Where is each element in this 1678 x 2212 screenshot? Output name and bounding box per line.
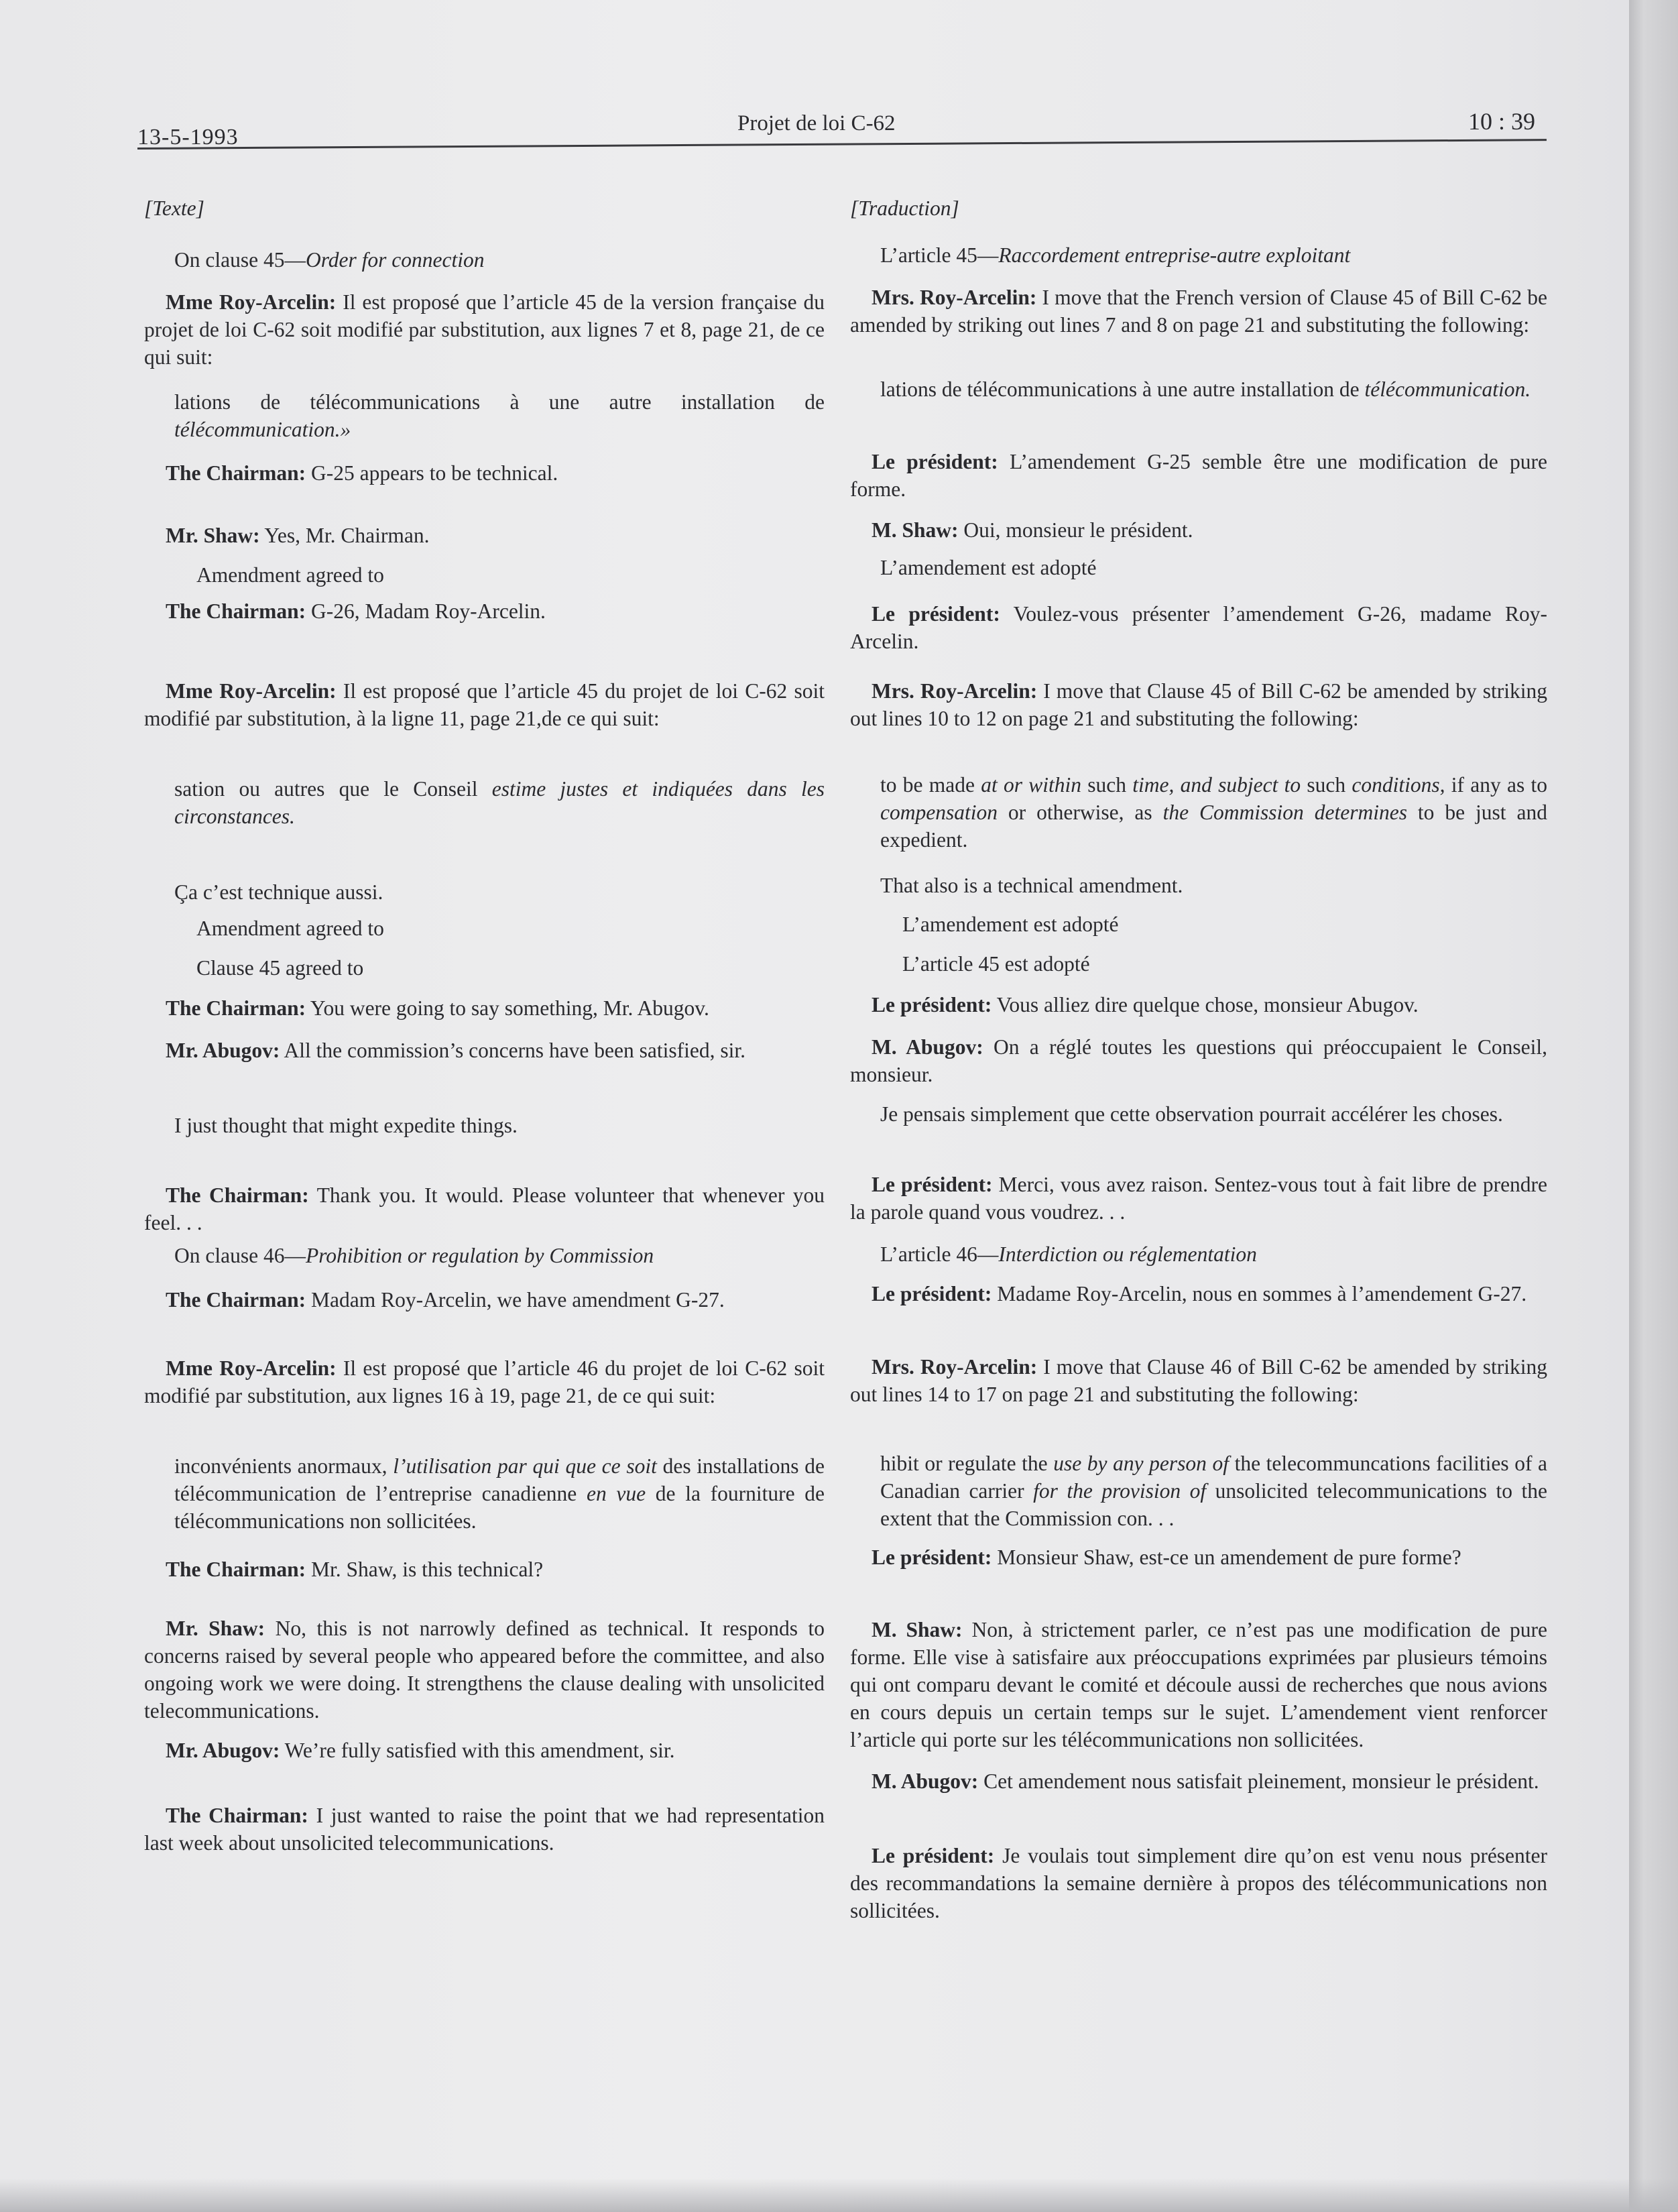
paragraph [144, 1452, 825, 1535]
quoted-text: use by any person of [1053, 1452, 1230, 1475]
paragraph [144, 246, 825, 274]
paragraph [850, 554, 1547, 581]
paragraph [850, 1033, 1547, 1088]
speaker-name: M. Abugov: [872, 1035, 983, 1059]
speech-text: Vous alliez dire quelque chose, monsieur Abugov. [996, 993, 1419, 1016]
speaker-name: Mme Roy-Arcelin: [166, 290, 337, 314]
paragraph [850, 1450, 1547, 1532]
quoted-text: for the provision of [1033, 1479, 1207, 1503]
paragraph [850, 284, 1547, 339]
paragraph [850, 1544, 1547, 1571]
plain-text: I just thought that might expedite things. [174, 1114, 518, 1137]
plain-text: L’amendement est adopté [880, 556, 1097, 579]
quoted-text: the Commission determines [1152, 801, 1418, 824]
paragraph [850, 771, 1547, 854]
paragraph [850, 1171, 1547, 1226]
speech-text: I move that Clause 46 of Bill C-62 be amended by striking out lines 14 to 17 on page 21 and substituting the following: [850, 1355, 1547, 1406]
speech-text: Madame Roy-Arcelin, nous en sommes à l’amendement G-27. [997, 1282, 1527, 1305]
speech-text: L’amendement G-25 semble être une modification de pure forme. [850, 450, 1548, 501]
speaker-name: The Chairman: [166, 996, 306, 1020]
quoted-text: inconvénients anormaux, [174, 1454, 394, 1478]
plain-text: Amendment agreed to [196, 563, 384, 587]
speaker-name: The Chairman: [166, 1183, 309, 1207]
paragraph [850, 950, 1547, 978]
quoted-text: des installations de télécommunication de l’entreprise canadienne [174, 1454, 825, 1505]
clause-title: Order for connection [305, 248, 485, 272]
speaker-name: The Chairman: [166, 1558, 306, 1581]
speaker-name: The Chairman: [166, 1288, 306, 1312]
speech-text: Il est proposé que l’article 46 du projet de loi C-62 soit modifié par substitution, aux lignes 16 à 19, page 21, de ce qui suit: [144, 1356, 825, 1407]
quoted-text-italic: télécommunication. [1364, 377, 1531, 401]
paragraph [144, 388, 825, 443]
paragraph [144, 561, 825, 589]
paragraph [144, 522, 825, 549]
plain-text: Je pensais simplement que cette observation pourrait accélérer les choses. [880, 1102, 1503, 1126]
paragraph [144, 1242, 825, 1269]
paragraph [850, 375, 1547, 403]
paragraph [144, 775, 825, 830]
speech-text: Cet amendement nous satisfait pleinement, monsieur le président. [983, 1769, 1539, 1793]
speaker-name: M. Abugov: [872, 1769, 979, 1793]
quoted-text: such [1307, 773, 1346, 797]
paragraph [850, 448, 1547, 503]
quoted-text: en vue [586, 1482, 646, 1505]
paragraph [144, 1737, 825, 1764]
paragraph [850, 1616, 1547, 1753]
speech-text: Madam Roy-Arcelin, we have amendment G-27. [311, 1288, 725, 1312]
quoted-text: to be made [880, 773, 975, 797]
plain-text: L’amendement est adopté [902, 913, 1119, 936]
quoted-text: de la fourniture de télécommunications non sollicitées. [174, 1482, 825, 1533]
speaker-name: M. Shaw: [872, 518, 959, 542]
speaker-name: Mr. Shaw: [166, 1617, 265, 1640]
quoted-text: at or within [974, 773, 1088, 797]
plain-text: Clause 45 agreed to [196, 956, 364, 980]
speaker-name: Mr. Abugov: [166, 1739, 280, 1762]
speech-text: G-25 appears to be technical. [311, 461, 558, 485]
quoted-text: the telecommuncations facilities of a Canadian carrier [880, 1452, 1547, 1503]
header-title: Projet de loi C-62 [737, 111, 896, 135]
speaker-name: Mrs. Roy-Arcelin: [872, 286, 1037, 309]
speech-text: Il est proposé que l’article 45 du projet de loi C-62 soit modifié par substitution, à la ligne 11, page 21,de ce qui suit: [144, 679, 825, 730]
paragraph [850, 1280, 1547, 1307]
quoted-text: such [1087, 773, 1127, 797]
speech-text: Merci, vous avez raison. Sentez-vous tout à fait libre de prendre la parole quand vous voudrez. . . [850, 1173, 1548, 1224]
speaker-name: Mme Roy-Arcelin: [166, 679, 337, 703]
paragraph [144, 1615, 825, 1725]
speaker-name: Le président: [872, 450, 998, 473]
paragraph [144, 597, 825, 625]
speech-text: Yes, Mr. Chairman. [264, 524, 430, 547]
paragraph [850, 1842, 1547, 1924]
speaker-name: Le président: [872, 1844, 995, 1867]
speaker-name: Le président: [872, 1173, 993, 1196]
paragraph [850, 911, 1547, 938]
speech-text: No, this is not narrowly defined as technical. It responds to concerns raised by several people who appeared before the committee, and also ongoing work we were doing. It strengthens the clause dealing with unsolicited telecommunications. [144, 1617, 825, 1723]
page-edge [1629, 0, 1678, 2212]
paragraph [144, 915, 825, 942]
paragraph [144, 459, 825, 487]
paragraph [850, 1767, 1547, 1795]
speaker-name: Mme Roy-Arcelin: [166, 1356, 337, 1380]
paragraph [144, 1037, 825, 1064]
paragraph [144, 1354, 825, 1409]
speaker-name: Mr. Shaw: [166, 524, 260, 547]
speech-text: On a réglé toutes les questions qui préoccupaient le Conseil, monsieur. [850, 1035, 1547, 1086]
paragraph [144, 1286, 825, 1314]
paragraph [144, 288, 825, 371]
speech-text: I just wanted to raise the point that we had representation last week about unsolicited telecommunications. [144, 1804, 825, 1855]
speaker-name: Le président: [872, 993, 992, 1016]
speech-text: Non, à strictement parler, ce n’est pas une modification de pure forme. Elle vise à satisfaire aux préoccupations exprimées par plusieurs témoins qui ont comparu devant le comité et découle aussi de recherches que nous avions en cours depuis un certain temps sur le sujet. L’amendement vient renforcer l’article qui porte sur les télécommunications non sollicitées. [850, 1618, 1547, 1751]
quoted-text: lations de télécommunications à une autre installation de [174, 390, 825, 414]
speech-text: Il est proposé que l’article 45 de la version française du projet de loi C-62 soit modifié par substitution, aux lignes 7 et 8, page 21, de ce qui suit: [144, 290, 825, 369]
plain-text: Ça c’est technique aussi. [174, 880, 383, 904]
speaker-name: Le président: [872, 602, 1000, 626]
paragraph [144, 954, 825, 982]
paragraph [850, 872, 1547, 899]
clause-title: Raccordement entreprise-autre exploitant [998, 243, 1351, 267]
plain-text: L’article 45 est adopté [902, 952, 1090, 976]
clause-title: Prohibition or regulation by Commission [305, 1244, 654, 1267]
paragraph [850, 991, 1547, 1018]
paragraph [144, 994, 825, 1022]
quoted-text: sation ou autres que le Conseil [174, 777, 492, 801]
paragraph [144, 194, 825, 222]
speaker-name: M. Shaw: [872, 1618, 963, 1641]
speech-text: G-26, Madam Roy-Arcelin. [311, 599, 546, 623]
paragraph [144, 878, 825, 906]
quoted-text: hibit or regulate the [880, 1452, 1054, 1475]
quoted-text: l’utilisation par qui que ce soit [393, 1454, 657, 1478]
quoted-text: time, and subject to [1126, 773, 1307, 797]
speaker-name: Mr. Abugov: [166, 1039, 280, 1062]
quoted-text-italic: estime justes et indiquées dans les circonstances. [174, 777, 825, 828]
paragraph [850, 516, 1547, 544]
plain-text: Amendment agreed to [196, 917, 384, 940]
quoted-text: compensation [880, 801, 1008, 824]
quoted-text: or otherwise, as [1008, 801, 1152, 824]
clause-heading: L’article 45— [880, 243, 999, 267]
speech-text: Oui, monsieur le président. [963, 518, 1193, 542]
speaker-name: The Chairman: [166, 599, 306, 623]
speech-text: All the commission’s concerns have been satisfied, sir. [284, 1039, 745, 1062]
clause-title: Interdiction ou réglementation [998, 1242, 1257, 1266]
speech-text: We’re fully satisfied with this amendment, sir. [284, 1739, 675, 1762]
speech-text: I move that the French version of Clause 45 of Bill C-62 be amended by striking out lines 7 and 8 on page 21 and substituting the following: [850, 286, 1548, 337]
quoted-text: to be just and expedient. [880, 801, 1547, 852]
header-date: 13-5-1993 [137, 125, 239, 150]
header-page-number: 10 : 39 [1468, 108, 1536, 135]
speech-text: Mr. Shaw, is this technical? [311, 1558, 544, 1581]
speech-text: I move that Clause 45 of Bill C-62 be amended by striking out lines 10 to 12 on page 21 and substituting the following: [850, 679, 1547, 730]
paragraph [144, 1556, 825, 1583]
speaker-name: The Chairman: [166, 1804, 308, 1827]
speaker-name: Le président: [872, 1282, 992, 1305]
speaker-name: Mrs. Roy-Arcelin: [872, 679, 1038, 703]
quoted-text: unsolicited telecommunications to the extent that the Commission con. . . [880, 1479, 1548, 1530]
quoted-text: if any as to [1451, 773, 1547, 797]
clause-heading: On clause 46— [174, 1244, 306, 1267]
clause-heading: On clause 45— [174, 248, 306, 272]
paragraph [144, 677, 825, 732]
speech-text: Monsieur Shaw, est-ce un amendement de pure forme? [997, 1546, 1461, 1569]
quoted-text-italic: télécommunication.» [174, 418, 351, 441]
paragraph [144, 1181, 825, 1236]
section-label: [Traduction] [850, 196, 959, 220]
paragraph [850, 1353, 1547, 1408]
quoted-text: lations de télécommunications à une autre installation de [880, 377, 1365, 401]
paragraph [850, 1240, 1547, 1268]
paragraph [850, 241, 1547, 269]
clause-heading: L’article 46— [880, 1242, 999, 1266]
plain-text: That also is a technical amendment. [880, 874, 1183, 897]
quoted-text: conditions, [1345, 773, 1451, 797]
paragraph [144, 1802, 825, 1857]
speech-text: Thank you. It would. Please volunteer that whenever you feel. . . [144, 1183, 825, 1234]
speech-text: Je voulais tout simplement dire qu’on est venu nous présenter des recommandations la semaine dernière à propos des télécommunications non sollicitées. [850, 1844, 1548, 1922]
paragraph [144, 1112, 825, 1139]
speaker-name: Mrs. Roy-Arcelin: [872, 1355, 1038, 1379]
paragraph [850, 600, 1547, 655]
paragraph [850, 677, 1547, 732]
section-label: [Texte] [144, 196, 204, 220]
speech-text: Voulez-vous présenter l’amendement G-26, madame Roy-Arcelin. [850, 602, 1548, 653]
speaker-name: The Chairman: [166, 461, 306, 485]
page-shadow [0, 2178, 1678, 2212]
paragraph [850, 194, 1547, 222]
speech-text: You were going to say something, Mr. Abugov. [310, 996, 709, 1020]
paragraph [850, 1100, 1547, 1128]
speaker-name: Le président: [872, 1546, 992, 1569]
